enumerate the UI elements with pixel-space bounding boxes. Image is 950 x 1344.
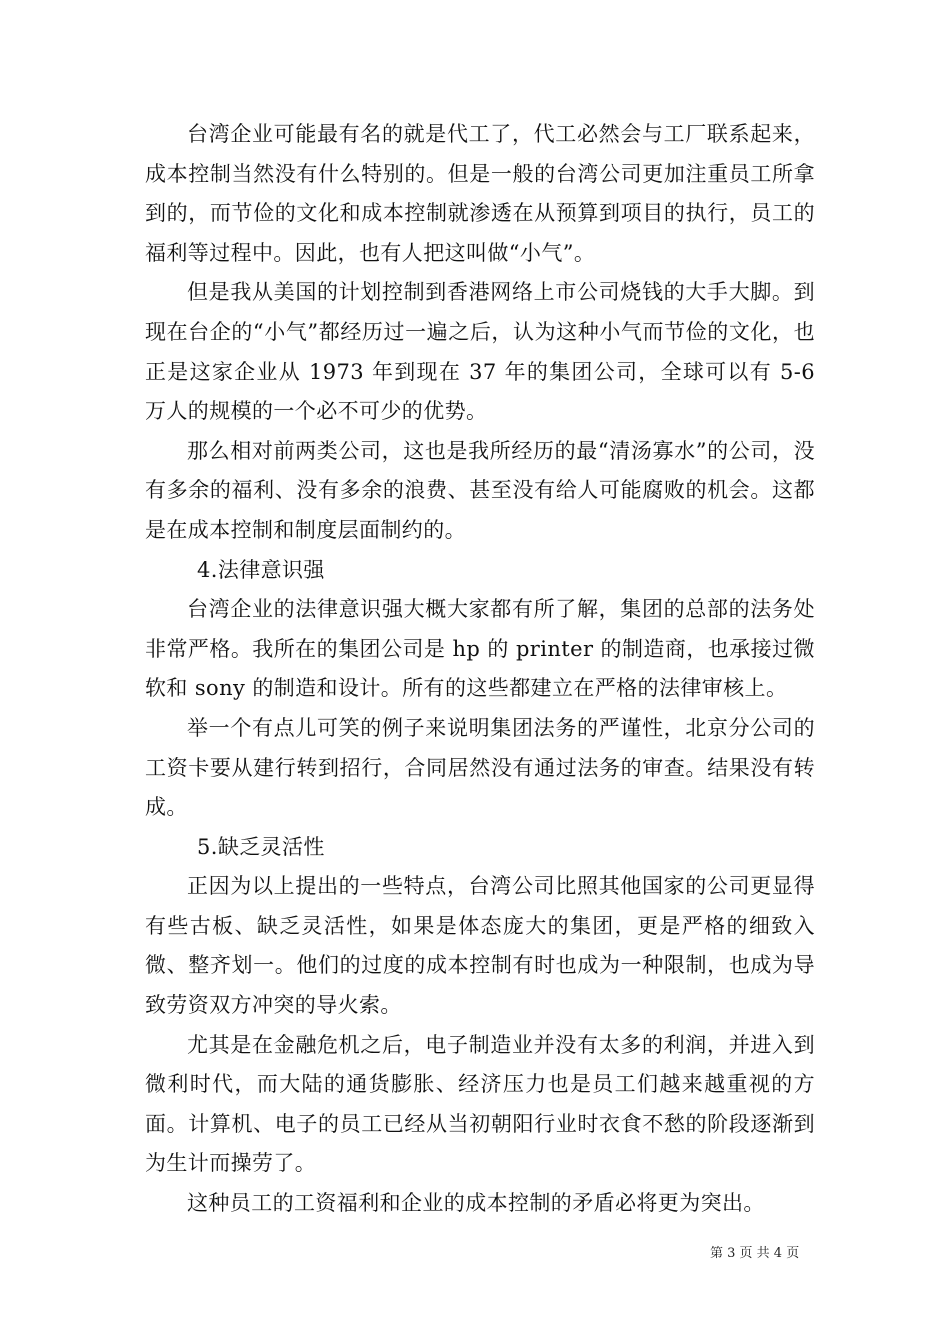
paragraph: 但是我从美国的计划控制到香港网络上市公司烧钱的大手大脚。到现在台企的“小气”都经历过一遍之后，认为这种小气而节俭的文化，也正是这家企业从 1973 年到现在 37 年的集团公司，全球可以有 5-6 万人的规模的一个必不可少的优势。: [145, 280, 815, 424]
paragraph: 这种员工的工资福利和企业的成本控制的矛盾必将更为突出。: [187, 1191, 765, 1216]
paragraph: 台湾企业可能最有名的就是代工了，代工必然会与工厂联系起来，成本控制当然没有什么特别的。但是一般的台湾公司更加注重员工所拿到的，而节俭的文化和成本控制就渗透在从预算到项目的执行，员工的福利等过程中。因此，也有人把这叫做“小气”。: [145, 122, 815, 265]
paragraph: 那么相对前两类公司，这也是我所经历的最“清汤寡水”的公司，没有多余的福利、没有多余的浪费、甚至没有给人可能腐败的机会。这都是在成本控制和制度层面制约的。: [145, 438, 815, 542]
paragraph: 正因为以上提出的一些特点，台湾公司比照其他国家的公司更显得有些古板、缺乏灵活性，如果是体态庞大的集团，更是严格的细致入微、整齐划一。他们的过度的成本控制有时也成为一种限制，也成为导致劳资双方冲突的导火索。: [145, 874, 815, 1018]
section-heading: 4.法律意识强: [197, 557, 325, 582]
paragraph: 尤其是在金融危机之后，电子制造业并没有太多的利润，并进入到微利时代，而大陆的通货膨胀、经济压力也是员工们越来越重视的方面。计算机、电子的员工已经从当初朝阳行业时衣食不愁的阶段逐渐到为生计而操劳了。: [145, 1032, 815, 1176]
section-heading: 5.缺乏灵活性: [197, 834, 325, 859]
paragraph: 台湾企业的法律意识强大概大家都有所了解，集团的总部的法务处非常严格。我所在的集团公司是 hp 的 printer 的制造商，也承接过微软和 sony 的制造和设计。所有的这些都建立在严格的法律审核上。: [145, 597, 815, 701]
paragraph: 举一个有点儿可笑的例子来说明集团法务的严谨性，北京分公司的工资卡要从建行转到招行，合同居然没有通过法务的审查。结果没有转成。: [145, 715, 815, 820]
page-number: 第 3 页 共 4 页: [710, 1246, 800, 1261]
document-body: [145, 115, 815, 1224]
